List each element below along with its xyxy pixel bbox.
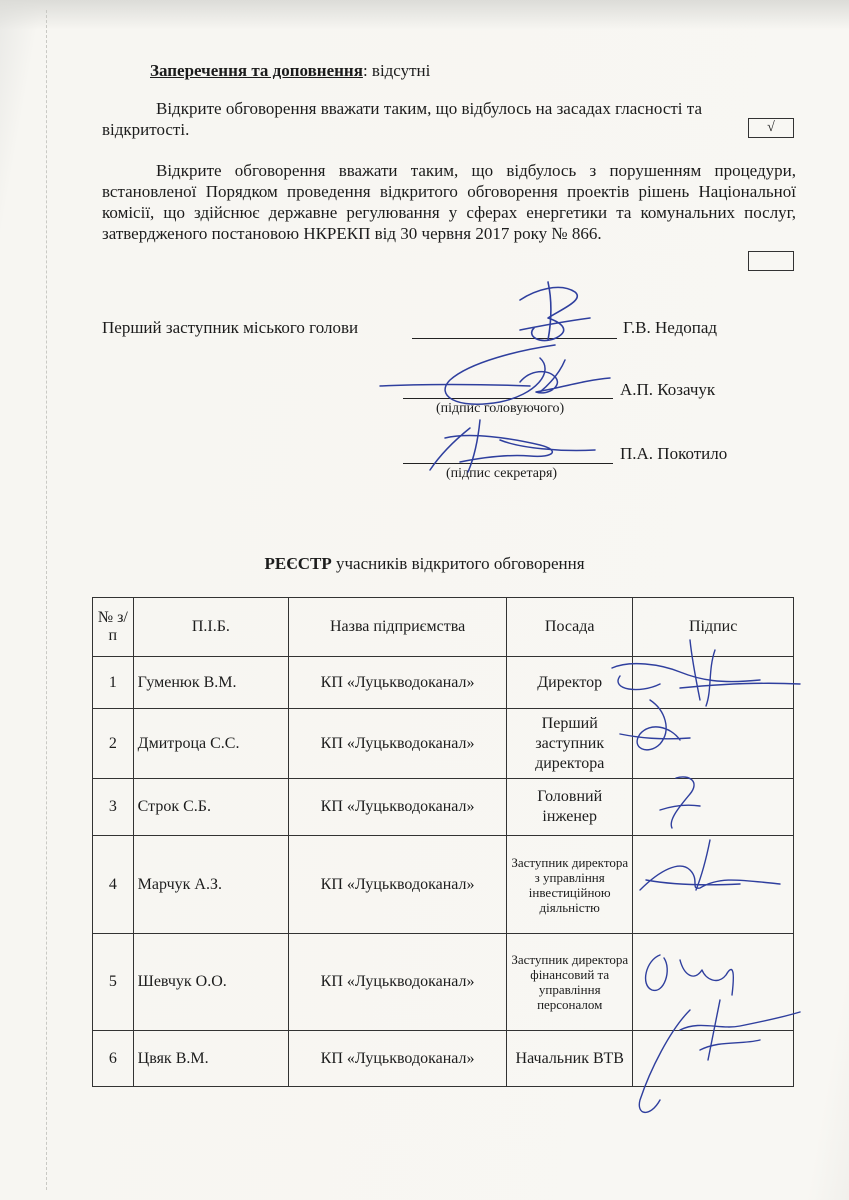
signatory-2-name: А.П. Козачук [620,380,716,399]
row-no: 1 [93,657,134,709]
header-org: Назва підприємства [289,598,507,657]
signatory-1-role: Перший заступник міського голови [102,318,359,337]
objections-value: : відсутні [362,61,431,80]
checkbox-violation [748,251,794,271]
checkbox-open: √ [748,118,794,138]
table-row [93,657,794,709]
signatory-1-name: Г.В. Недопад [623,318,718,337]
header-position: Посада [507,598,633,657]
header-name: П.І.Б. [133,598,288,657]
objections-label: Заперечення та доповнення [150,61,363,80]
row-org: КП «Луцькводоканал» [289,657,507,709]
row-no: 3 [93,779,134,836]
register-title-rest: учасників відкритого обговорення [331,554,585,573]
signatory-3-caption: (підпис секретаря) [446,466,558,481]
row-position: Директор [507,657,633,709]
signature-kozachuk-icon [380,345,610,404]
row-signature [633,779,794,836]
signature-pokotylo-icon [430,420,595,472]
scan-shadow [0,0,849,30]
row-org: КП «Луцькводоканал» [289,779,507,836]
table-row [93,934,794,1031]
table-row [93,836,794,934]
row-org: КП «Луцькводоканал» [289,709,507,779]
signature-line-2 [403,398,613,399]
row-org: КП «Луцькводоканал» [289,934,507,1031]
row-org: КП «Луцькводоканал» [289,1031,507,1087]
row-name: Марчук А.З. [133,836,288,934]
row-name: Гуменюк В.М. [133,657,288,709]
header-no: № з/п [93,598,134,657]
row-position: Начальник ВТВ [507,1031,633,1087]
register-header-row [93,598,794,657]
row-no: 2 [93,709,134,779]
row-position: Заступник директора фінансовий та управління персоналом [507,934,633,1031]
signature-line-1 [412,338,617,339]
row-position: Перший заступник директора [507,709,633,779]
signature-nedopad-icon [520,282,590,341]
table-row [93,709,794,779]
signatory-3-name: П.А. Покотило [620,444,728,463]
row-signature [633,657,794,709]
header-signature: Підпис [633,598,794,657]
table-row [93,1031,794,1087]
signatory-2-caption: (підпис головуючого) [436,401,565,416]
register-title-bold: РЕЄСТР [264,554,332,573]
row-no: 5 [93,934,134,1031]
row-name: Строк С.Б. [133,779,288,836]
signature-line-3 [403,463,613,464]
row-position: Головний інженер [507,779,633,836]
paragraph-open: Відкрите обговорення вважати таким, що відбулось на засадах гласності та відкритості. [102,99,702,139]
register-table [92,597,794,1087]
row-signature [633,1031,794,1087]
row-name: Шевчук О.О. [133,934,288,1031]
objections-line [150,60,430,81]
register-title [0,554,849,574]
row-name: Цвяк В.М. [133,1031,288,1087]
row-position: Заступник директора з управління інвестиційною діяльністю [507,836,633,934]
paragraph-violation: Відкрите обговорення вважати таким, що відбулось з порушенням процедури, встановленої Порядком проведення відкритого обговорення проектів рішень Національної комісії, що здійснює державне регулювання у сферах енергетики та комунальних послуг, затвердженого постановою НКРЕКП від 30 червня 2017 року № 866. [102,161,796,243]
row-no: 4 [93,836,134,934]
row-no: 6 [93,1031,134,1087]
row-name: Дмитроца С.С. [133,709,288,779]
row-signature [633,836,794,934]
row-signature [633,709,794,779]
row-signature [633,934,794,1031]
fold-line [46,10,47,1190]
row-org: КП «Луцькводоканал» [289,836,507,934]
table-row [93,779,794,836]
